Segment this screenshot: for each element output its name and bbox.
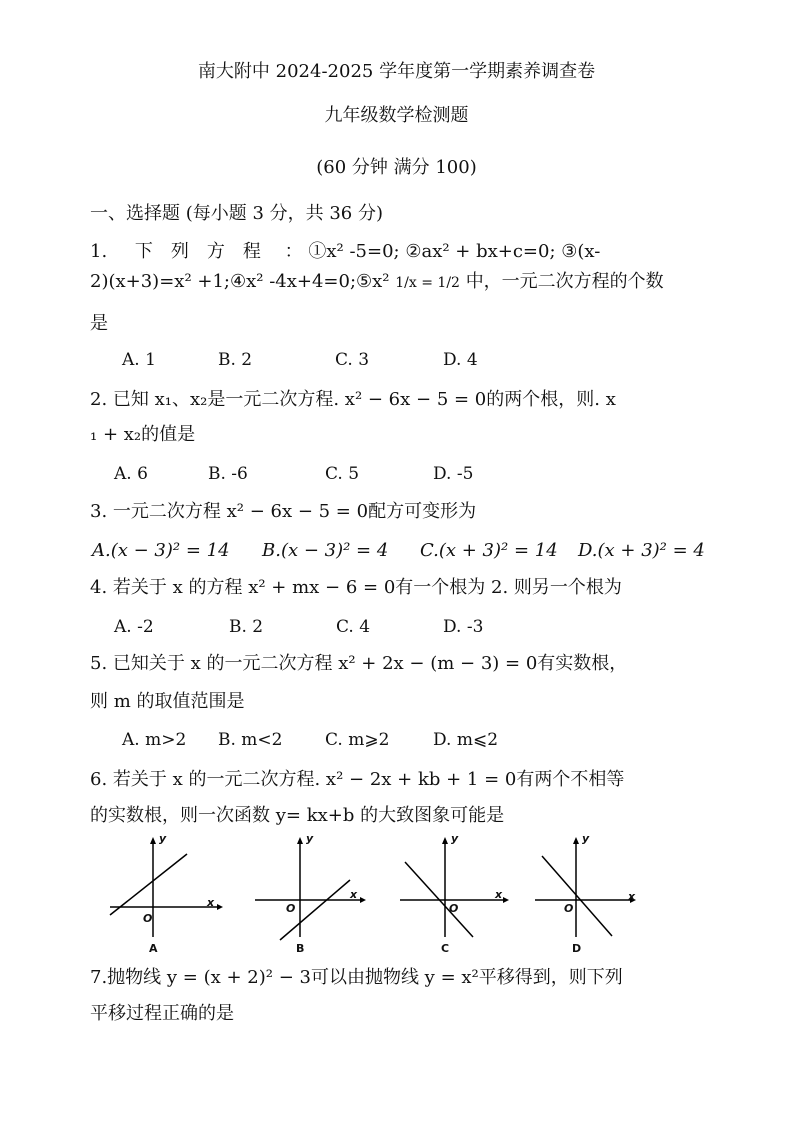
q1-number: 1. [90,241,108,262]
q6-line2: 的实数根，则一次函数 y= kx+b 的大致图象可能是 [90,805,505,826]
graph-a-y-arrow [150,837,156,844]
q2-line1: 2. 已知 x₁、x₂是一元二次方程. x² − 6x − 5 = 0的两个根，则. x [90,389,616,410]
q2-option-a: A. 6 [114,464,148,484]
q5-option-d: D. m⩽2 [433,730,499,750]
graph-d-line [542,856,612,936]
q1-question: 中，一元二次方程的个数 [465,271,664,292]
q4-option-c: C. 4 [336,617,371,637]
graph-d-option-label: D [572,942,582,955]
graph-c-y-arrow [442,837,448,844]
exam-meta: (60 分钟 满分 100) [316,157,477,178]
q2-option-c: C. 5 [325,464,360,484]
graph-b-y-arrow [297,837,303,844]
graph-a-option-label: A [149,942,158,955]
q5-option-a: A. m>2 [122,730,187,750]
graph-b-origin-label: O [286,902,296,915]
q3-line1: 3. 一元二次方程 x² − 6x − 5 = 0配方可变形为 [90,501,477,522]
q1-line2 [90,270,664,295]
q1-equations: ： ①x² -5=0; ②ax² + bx+c=0; ③(x- [284,241,601,262]
graph-d-y-arrow [573,837,579,844]
graph-d-origin-label: O [564,902,574,915]
graph-a-svg [105,832,225,957]
q1-line1 [90,240,600,264]
graph-b-x-label: x [350,888,358,901]
graph-d-y-label: y [582,832,590,845]
q3-option-a: A.(x − 3)² = 14 [92,540,230,561]
q5-line2: 则 m 的取值范围是 [90,691,245,712]
graph-a-line [110,854,187,915]
q3-option-c: C.(x + 3)² = 14 [420,540,558,561]
graph-a-x-label: x [207,896,215,909]
graph-a-y-label: y [159,832,167,845]
section-heading: 一、选择题 (每小题 3 分，共 36 分) [90,203,384,224]
q1-equations-cont: 2)(x+3)=x² +1;④x² -4x+4=0;⑤x² [90,271,390,292]
q4-line1: 4. 若关于 x 的方程 x² + mx − 6 = 0有一个根为 2. 则另一个根为 [90,577,622,598]
q5-line1: 5. 已知关于 x 的一元二次方程 x² + 2x − (m − 3) = 0有实数根， [90,653,628,674]
graph-c-option-label: C [441,942,450,955]
graph-a-origin-label: O [143,912,153,925]
q1-option-c: C. 3 [335,350,370,370]
q1-fraction: 1/x = 1/2 [395,275,460,291]
q2-option-d: D. -5 [433,464,474,484]
graph-a-x-arrow [217,904,223,910]
q1-stem-start: 下列方程 [134,241,279,262]
q7-line2: 平移过程正确的是 [90,1003,234,1024]
q7-line1: 7.抛物线 y = (x + 2)² − 3可以由抛物线 y = x²平移得到，则下列 [90,967,623,988]
q5-option-b: B. m<2 [218,730,283,750]
exam-title: 南大附中 2024-2025 学年度第一学期素养调查卷 [197,61,596,82]
graph-b [250,832,370,957]
q1-line3: 是 [90,313,108,334]
q6-line1: 6. 若关于 x 的一元二次方程. x² − 2x + kb + 1 = 0有两个不相等 [90,769,625,790]
graph-c-x-arrow [503,897,509,903]
graph-c-origin-label: O [449,902,459,915]
graph-b-x-arrow [360,897,366,903]
graph-c-y-label: y [451,832,459,845]
q4-option-a: A. -2 [114,617,154,637]
exam-subtitle: 九年级数学检测题 [324,105,469,126]
q4-option-d: D. -3 [443,617,484,637]
graph-c-x-label: x [495,888,503,901]
q2-line2: ₁ + x₂的值是 [90,424,196,445]
q1-option-a: A. 1 [122,350,156,370]
q5-option-c: C. m⩾2 [325,730,390,750]
graph-b-option-label: B [296,942,305,955]
q1-option-d: D. 4 [443,350,478,370]
graph-d-x-label: x [628,890,636,903]
q3-option-b: B.(x − 3)² = 4 [262,540,389,561]
graph-d [530,832,650,957]
q1-option-b: B. 2 [218,350,253,370]
q4-option-b: B. 2 [229,617,264,637]
q3-option-d: D.(x + 3)² = 4 [578,540,705,561]
graph-b-y-label: y [306,832,314,845]
q2-option-b: B. -6 [208,464,248,484]
graph-a [105,832,225,957]
graph-c [395,832,515,957]
